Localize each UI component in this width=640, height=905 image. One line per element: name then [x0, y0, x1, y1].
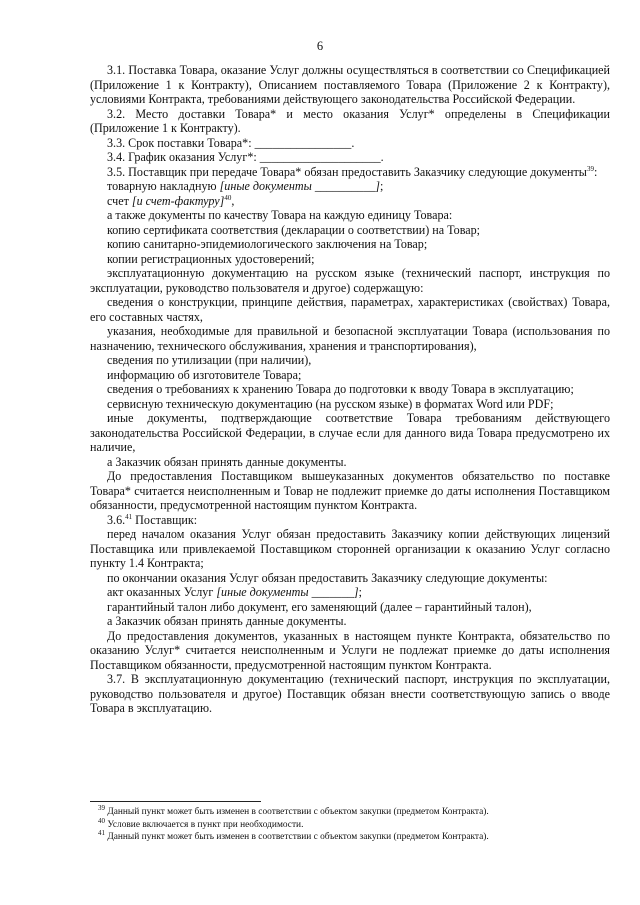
clause-3-5-condition: До предоставления Поставщиком вышеуказанных документов обязательство по поставке Товара* считается неисполненным и Товар не подлежит приемке до даты исполнения Поставщиком обязанности, предусмотренной настоящим пунктом Контракта.: [90, 469, 610, 512]
customer-accepts-2: а Заказчик обязан принять данные документы.: [107, 614, 347, 628]
page-number: 6: [316, 39, 324, 53]
clause-3-3: 3.3. Срок поставки Товара*: ________________.: [107, 135, 355, 150]
doc-item-manufacturer: информацию об изготовителе Товара;: [107, 367, 302, 382]
footnotes: [90, 803, 610, 844]
doc-item-storage: сведения о требованиях к хранению Товара до подготовки к вводу Товара в эксплуатацию;: [107, 382, 574, 396]
clause-3-7: 3.7. В эксплуатационную документацию (технический паспорт, инструкция по эксплуатации, руководство пользователя и другое) Поставщик обязан внести соответствующую запись о вводе Товара в эксплуатацию.: [90, 672, 610, 715]
doc-item-construction: сведения о конструкции, принципе действия, параметрах, характеристиках (свойствах) Товара, его составных частях,: [90, 295, 610, 324]
doc-item-disposal: сведения по утилизации (при наличии),: [107, 353, 312, 367]
doc-item-other: иные документы, подтверждающие соответствие Товара требованиям действующего законодательства Российской Федерации, в случае если для данного вида Товара предусмотрено их наличие,: [90, 411, 610, 454]
footnote-ref-39: 39: [586, 164, 594, 173]
footnote-ref-41: 41: [125, 512, 133, 521]
clause-3-4: 3.4. График оказания Услуг*: ____________________.: [107, 150, 384, 164]
doc-item-service: сервисную техническую документацию (на русском языке) в форматах Word или PDF;: [107, 396, 554, 411]
clause-3-1: 3.1. Поставка Товара, оказание Услуг должны осуществляться в соответствии со Спецификацией (Приложение 1 к Контракту), Описанием поставляемого Товара (Приложение 2 к Контракту), условиями Контракта, требованиями действующего законодательства Российской Федерации.: [90, 63, 610, 106]
customer-accepts-1: а Заказчик обязан принять данные документы.: [107, 454, 347, 469]
doc-item-operational: эксплуатационную документацию на русском языке (технический паспорт, инструкция по эксплуатации, руководство пользователя и другое) содержащую:: [90, 266, 610, 295]
doc-item-registration: копии регистрационных удостоверений;: [107, 251, 315, 266]
footnote-41: $^{41}$ Данный пункт может быть изменен в соответствии с объектом закупки (предметом Контракта).: [98, 829, 489, 843]
footnote-separator: [90, 801, 261, 802]
doc-item-invoice: товарную накладную [иные документы __________];: [107, 179, 384, 193]
doc-item-warranty: гарантийный талон либо документ, его заменяющий (далее – гарантийный талон),: [107, 599, 532, 614]
clause-3-2: 3.2. Место доставки Товара* и место оказания Услуг* определены в Спецификации (Приложение 1 к Контракту).: [90, 106, 610, 135]
doc-item-quality: а также документы по качеству Товара на каждую единицу Товара:: [107, 208, 453, 222]
doc-item-certificate: копию сертификата соответствия (декларации о соответствии) на Товар;: [107, 222, 481, 237]
footnote-ref-40: 40: [224, 193, 232, 202]
footnote-40: $^{40}$ Условие включается в пункт при необходимости.: [98, 816, 304, 830]
clause-3-6-licenses: перед началом оказания Услуг обязан предоставить Заказчику копии действующих лицензий Поставщика или привлекаемой Поставщиком сторонней организации к оказанию Услуг согласно пункту 1.4 Контракта;: [90, 527, 610, 570]
contract-section-3: [90, 63, 610, 716]
clause-3-6-documents: по окончании оказания Услуг обязан предоставить Заказчику следующие документы:: [107, 570, 548, 585]
doc-item-act: акт оказанных Услуг [иные документы _______];: [107, 585, 362, 599]
clause-3-5: 3.5. Поставщик при передаче Товара* обязан предоставить Заказчику следующие документы$^{39}$:: [107, 164, 598, 179]
doc-item-bill: счет [и счет-фактуру]$^{40}$,: [107, 193, 235, 208]
doc-item-sanitary: копию санитарно-эпидемиологического заключения на Товар;: [107, 237, 428, 251]
clause-3-6-condition: До предоставления документов, указанных в настоящем пункте Контракта, обязательство по оказанию Услуг* считается неисполненным и Услуги не подлежат приемке до даты исполнения Поставщиком обязанности, предусмотренной настоящим пунктом Контракта.: [90, 628, 610, 672]
footnote-39: $^{39}$ Данный пункт может быть изменен в соответствии с объектом закупки (предметом Контракта).: [98, 803, 489, 817]
doc-item-instructions: указания, необходимые для правильной и безопасной эксплуатации Товара (использования по назначению, технического обслуживания, хранения и транспортирования),: [90, 324, 610, 353]
clause-3-6: 3.6.41 Поставщик:: [107, 512, 198, 527]
